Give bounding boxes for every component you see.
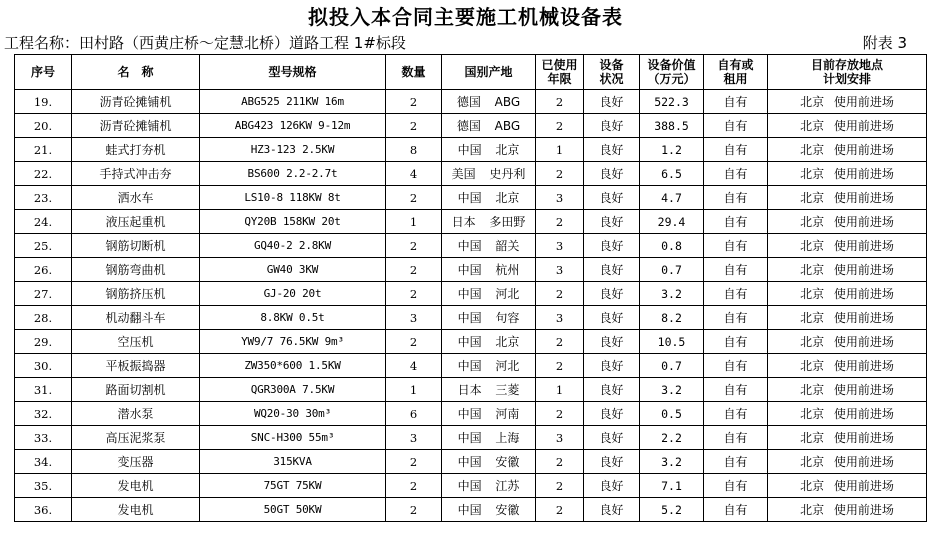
equipment-value-cell: 2.2 <box>640 426 704 450</box>
table-row <box>15 234 927 258</box>
origin-cell: 德国 ABG <box>442 114 536 138</box>
table-row <box>15 474 927 498</box>
years-used-cell: 1 <box>536 138 584 162</box>
ownership-cell: 自有 <box>704 186 768 210</box>
years-used-cell: 2 <box>536 498 584 522</box>
storage-plan-cell: 北京 使用前进场 <box>768 186 927 210</box>
condition-cell: 良好 <box>584 210 640 234</box>
table-row <box>15 450 927 474</box>
origin-cell: 中国 北京 <box>442 186 536 210</box>
table-header-row <box>15 55 927 90</box>
years-used-cell: 2 <box>536 450 584 474</box>
origin-cell: 中国 江苏 <box>442 474 536 498</box>
condition-cell: 良好 <box>584 306 640 330</box>
model-spec-cell: 8.8KW 0.5t <box>200 306 386 330</box>
equipment-value-cell: 388.5 <box>640 114 704 138</box>
model-spec-cell: ZW350*600 1.5KW <box>200 354 386 378</box>
ownership-cell: 自有 <box>704 306 768 330</box>
quantity-cell: 4 <box>386 354 442 378</box>
storage-plan-cell: 北京 使用前进场 <box>768 90 927 114</box>
equipment-name-cell: 钢筋弯曲机 <box>72 258 200 282</box>
origin-cell: 中国 安徽 <box>442 498 536 522</box>
row-number-cell: 23. <box>15 186 72 210</box>
condition-cell: 良好 <box>584 426 640 450</box>
column-header: 型号规格 <box>200 55 386 90</box>
quantity-cell: 2 <box>386 186 442 210</box>
equipment-name-cell: 潜水泵 <box>72 402 200 426</box>
table-body <box>15 90 927 522</box>
equipment-value-cell: 1.2 <box>640 138 704 162</box>
ownership-cell: 自有 <box>704 234 768 258</box>
column-header: 设备 状况 <box>584 55 640 90</box>
column-header: 自有或 租用 <box>704 55 768 90</box>
equipment-value-cell: 0.5 <box>640 402 704 426</box>
years-used-cell: 2 <box>536 114 584 138</box>
model-spec-cell: SNC-H300 55m³ <box>200 426 386 450</box>
origin-cell: 日本 多田野 <box>442 210 536 234</box>
ownership-cell: 自有 <box>704 258 768 282</box>
table-row <box>15 186 927 210</box>
quantity-cell: 1 <box>386 378 442 402</box>
equipment-value-cell: 0.7 <box>640 258 704 282</box>
origin-cell: 中国 韶关 <box>442 234 536 258</box>
ownership-cell: 自有 <box>704 378 768 402</box>
equipment-name-cell: 发电机 <box>72 474 200 498</box>
origin-cell: 中国 上海 <box>442 426 536 450</box>
row-number-cell: 26. <box>15 258 72 282</box>
table-row <box>15 282 927 306</box>
page-title: 拟投入本合同主要施工机械设备表 <box>308 5 623 29</box>
equipment-value-cell: 10.5 <box>640 330 704 354</box>
row-number-cell: 32. <box>15 402 72 426</box>
row-number-cell: 20. <box>15 114 72 138</box>
equipment-name-cell: 路面切割机 <box>72 378 200 402</box>
ownership-cell: 自有 <box>704 402 768 426</box>
quantity-cell: 3 <box>386 426 442 450</box>
equipment-name-cell: 沥青砼摊铺机 <box>72 90 200 114</box>
quantity-cell: 2 <box>386 330 442 354</box>
ownership-cell: 自有 <box>704 354 768 378</box>
model-spec-cell: LS10-8 118KW 8t <box>200 186 386 210</box>
model-spec-cell: GQ40-2 2.8KW <box>200 234 386 258</box>
row-number-cell: 36. <box>15 498 72 522</box>
condition-cell: 良好 <box>584 282 640 306</box>
years-used-cell: 3 <box>536 426 584 450</box>
model-spec-cell: 50GT 50KW <box>200 498 386 522</box>
origin-cell: 中国 安徽 <box>442 450 536 474</box>
condition-cell: 良好 <box>584 450 640 474</box>
appendix-label: 附表 3 <box>862 34 907 52</box>
ownership-cell: 自有 <box>704 114 768 138</box>
table-row <box>15 330 927 354</box>
storage-plan-cell: 北京 使用前进场 <box>768 402 927 426</box>
table-row <box>15 498 927 522</box>
equipment-name-cell: 手持式冲击夯 <box>72 162 200 186</box>
table-row <box>15 138 927 162</box>
model-spec-cell: WQ20-30 30m³ <box>200 402 386 426</box>
storage-plan-cell: 北京 使用前进场 <box>768 498 927 522</box>
model-spec-cell: 75GT 75KW <box>200 474 386 498</box>
years-used-cell: 3 <box>536 186 584 210</box>
equipment-name-cell: 钢筋挤压机 <box>72 282 200 306</box>
project-name: 工程名称：田村路（西黄庄桥～定慧北桥）道路工程 1#标段 <box>4 34 406 52</box>
quantity-cell: 6 <box>386 402 442 426</box>
equipment-value-cell: 29.4 <box>640 210 704 234</box>
ownership-cell: 自有 <box>704 210 768 234</box>
row-number-cell: 35. <box>15 474 72 498</box>
storage-plan-cell: 北京 使用前进场 <box>768 474 927 498</box>
column-header: 设备价值 （万元） <box>640 55 704 90</box>
storage-plan-cell: 北京 使用前进场 <box>768 306 927 330</box>
storage-plan-cell: 北京 使用前进场 <box>768 330 927 354</box>
origin-cell: 中国 句容 <box>442 306 536 330</box>
row-number-cell: 21. <box>15 138 72 162</box>
condition-cell: 良好 <box>584 186 640 210</box>
table-row <box>15 90 927 114</box>
quantity-cell: 2 <box>386 90 442 114</box>
storage-plan-cell: 北京 使用前进场 <box>768 114 927 138</box>
row-number-cell: 27. <box>15 282 72 306</box>
quantity-cell: 4 <box>386 162 442 186</box>
years-used-cell: 2 <box>536 330 584 354</box>
origin-cell: 中国 杭州 <box>442 258 536 282</box>
storage-plan-cell: 北京 使用前进场 <box>768 282 927 306</box>
quantity-cell: 8 <box>386 138 442 162</box>
origin-cell: 中国 河北 <box>442 282 536 306</box>
ownership-cell: 自有 <box>704 138 768 162</box>
condition-cell: 良好 <box>584 330 640 354</box>
row-number-cell: 29. <box>15 330 72 354</box>
table-row <box>15 354 927 378</box>
years-used-cell: 1 <box>536 378 584 402</box>
model-spec-cell: ABG525 211KW 16m <box>200 90 386 114</box>
ownership-cell: 自有 <box>704 450 768 474</box>
years-used-cell: 3 <box>536 258 584 282</box>
table-row <box>15 378 927 402</box>
table-row <box>15 402 927 426</box>
condition-cell: 良好 <box>584 162 640 186</box>
table-row <box>15 210 927 234</box>
condition-cell: 良好 <box>584 354 640 378</box>
quantity-cell: 2 <box>386 474 442 498</box>
ownership-cell: 自有 <box>704 162 768 186</box>
equipment-value-cell: 5.2 <box>640 498 704 522</box>
equipment-name-cell: 钢筋切断机 <box>72 234 200 258</box>
storage-plan-cell: 北京 使用前进场 <box>768 234 927 258</box>
quantity-cell: 2 <box>386 498 442 522</box>
table-row <box>15 258 927 282</box>
condition-cell: 良好 <box>584 138 640 162</box>
equipment-value-cell: 8.2 <box>640 306 704 330</box>
equipment-value-cell: 3.2 <box>640 450 704 474</box>
model-spec-cell: ABG423 126KW 9-12m <box>200 114 386 138</box>
model-spec-cell: QY20B 158KW 20t <box>200 210 386 234</box>
storage-plan-cell: 北京 使用前进场 <box>768 258 927 282</box>
ownership-cell: 自有 <box>704 90 768 114</box>
equipment-value-cell: 0.8 <box>640 234 704 258</box>
origin-cell: 美国 史丹利 <box>442 162 536 186</box>
years-used-cell: 2 <box>536 162 584 186</box>
origin-cell: 中国 北京 <box>442 138 536 162</box>
row-number-cell: 33. <box>15 426 72 450</box>
origin-cell: 德国 ABG <box>442 90 536 114</box>
ownership-cell: 自有 <box>704 426 768 450</box>
table-row <box>15 306 927 330</box>
storage-plan-cell: 北京 使用前进场 <box>768 450 927 474</box>
origin-cell: 中国 北京 <box>442 330 536 354</box>
model-spec-cell: GJ-20 20t <box>200 282 386 306</box>
model-spec-cell: 315KVA <box>200 450 386 474</box>
model-spec-cell: GW40 3KW <box>200 258 386 282</box>
origin-cell: 中国 河北 <box>442 354 536 378</box>
equipment-value-cell: 7.1 <box>640 474 704 498</box>
equipment-value-cell: 4.7 <box>640 186 704 210</box>
table-row <box>15 426 927 450</box>
storage-plan-cell: 北京 使用前进场 <box>768 378 927 402</box>
condition-cell: 良好 <box>584 402 640 426</box>
origin-cell: 日本 三菱 <box>442 378 536 402</box>
row-number-cell: 28. <box>15 306 72 330</box>
condition-cell: 良好 <box>584 234 640 258</box>
years-used-cell: 2 <box>536 210 584 234</box>
model-spec-cell: BS600 2.2-2.7t <box>200 162 386 186</box>
years-used-cell: 2 <box>536 402 584 426</box>
ownership-cell: 自有 <box>704 330 768 354</box>
condition-cell: 良好 <box>584 474 640 498</box>
row-number-cell: 22. <box>15 162 72 186</box>
condition-cell: 良好 <box>584 258 640 282</box>
ownership-cell: 自有 <box>704 498 768 522</box>
column-header: 国别产地 <box>442 55 536 90</box>
equipment-name-cell: 平板振捣器 <box>72 354 200 378</box>
model-spec-cell: YW9/7 76.5KW 9m³ <box>200 330 386 354</box>
quantity-cell: 2 <box>386 282 442 306</box>
column-header: 名 称 <box>72 55 200 90</box>
table-row <box>15 114 927 138</box>
storage-plan-cell: 北京 使用前进场 <box>768 426 927 450</box>
quantity-cell: 1 <box>386 210 442 234</box>
condition-cell: 良好 <box>584 378 640 402</box>
equipment-name-cell: 高压泥浆泵 <box>72 426 200 450</box>
ownership-cell: 自有 <box>704 474 768 498</box>
condition-cell: 良好 <box>584 114 640 138</box>
row-number-cell: 24. <box>15 210 72 234</box>
equipment-name-cell: 空压机 <box>72 330 200 354</box>
years-used-cell: 3 <box>536 306 584 330</box>
equipment-value-cell: 0.7 <box>640 354 704 378</box>
ownership-cell: 自有 <box>704 282 768 306</box>
quantity-cell: 2 <box>386 234 442 258</box>
table-row <box>15 162 927 186</box>
equipment-name-cell: 蛙式打夯机 <box>72 138 200 162</box>
equipment-value-cell: 3.2 <box>640 282 704 306</box>
column-header: 序号 <box>15 55 72 90</box>
storage-plan-cell: 北京 使用前进场 <box>768 162 927 186</box>
row-number-cell: 19. <box>15 90 72 114</box>
storage-plan-cell: 北京 使用前进场 <box>768 354 927 378</box>
equipment-value-cell: 6.5 <box>640 162 704 186</box>
condition-cell: 良好 <box>584 498 640 522</box>
equipment-value-cell: 522.3 <box>640 90 704 114</box>
equipment-name-cell: 机动翻斗车 <box>72 306 200 330</box>
row-number-cell: 25. <box>15 234 72 258</box>
storage-plan-cell: 北京 使用前进场 <box>768 138 927 162</box>
equipment-name-cell: 发电机 <box>72 498 200 522</box>
quantity-cell: 2 <box>386 258 442 282</box>
model-spec-cell: HZ3-123 2.5KW <box>200 138 386 162</box>
equipment-name-cell: 变压器 <box>72 450 200 474</box>
column-header: 已使用 年限 <box>536 55 584 90</box>
storage-plan-cell: 北京 使用前进场 <box>768 210 927 234</box>
years-used-cell: 2 <box>536 354 584 378</box>
years-used-cell: 2 <box>536 90 584 114</box>
equipment-value-cell: 3.2 <box>640 378 704 402</box>
row-number-cell: 30. <box>15 354 72 378</box>
equipment-name-cell: 液压起重机 <box>72 210 200 234</box>
row-number-cell: 31. <box>15 378 72 402</box>
years-used-cell: 2 <box>536 282 584 306</box>
years-used-cell: 3 <box>536 234 584 258</box>
quantity-cell: 2 <box>386 450 442 474</box>
equipment-name-cell: 沥青砼摊铺机 <box>72 114 200 138</box>
column-header: 目前存放地点 计划安排 <box>768 55 927 90</box>
model-spec-cell: QGR300A 7.5KW <box>200 378 386 402</box>
equipment-table <box>14 54 927 522</box>
column-header: 数量 <box>386 55 442 90</box>
origin-cell: 中国 河南 <box>442 402 536 426</box>
years-used-cell: 2 <box>536 474 584 498</box>
quantity-cell: 3 <box>386 306 442 330</box>
equipment-name-cell: 洒水车 <box>72 186 200 210</box>
condition-cell: 良好 <box>584 90 640 114</box>
quantity-cell: 2 <box>386 114 442 138</box>
row-number-cell: 34. <box>15 450 72 474</box>
